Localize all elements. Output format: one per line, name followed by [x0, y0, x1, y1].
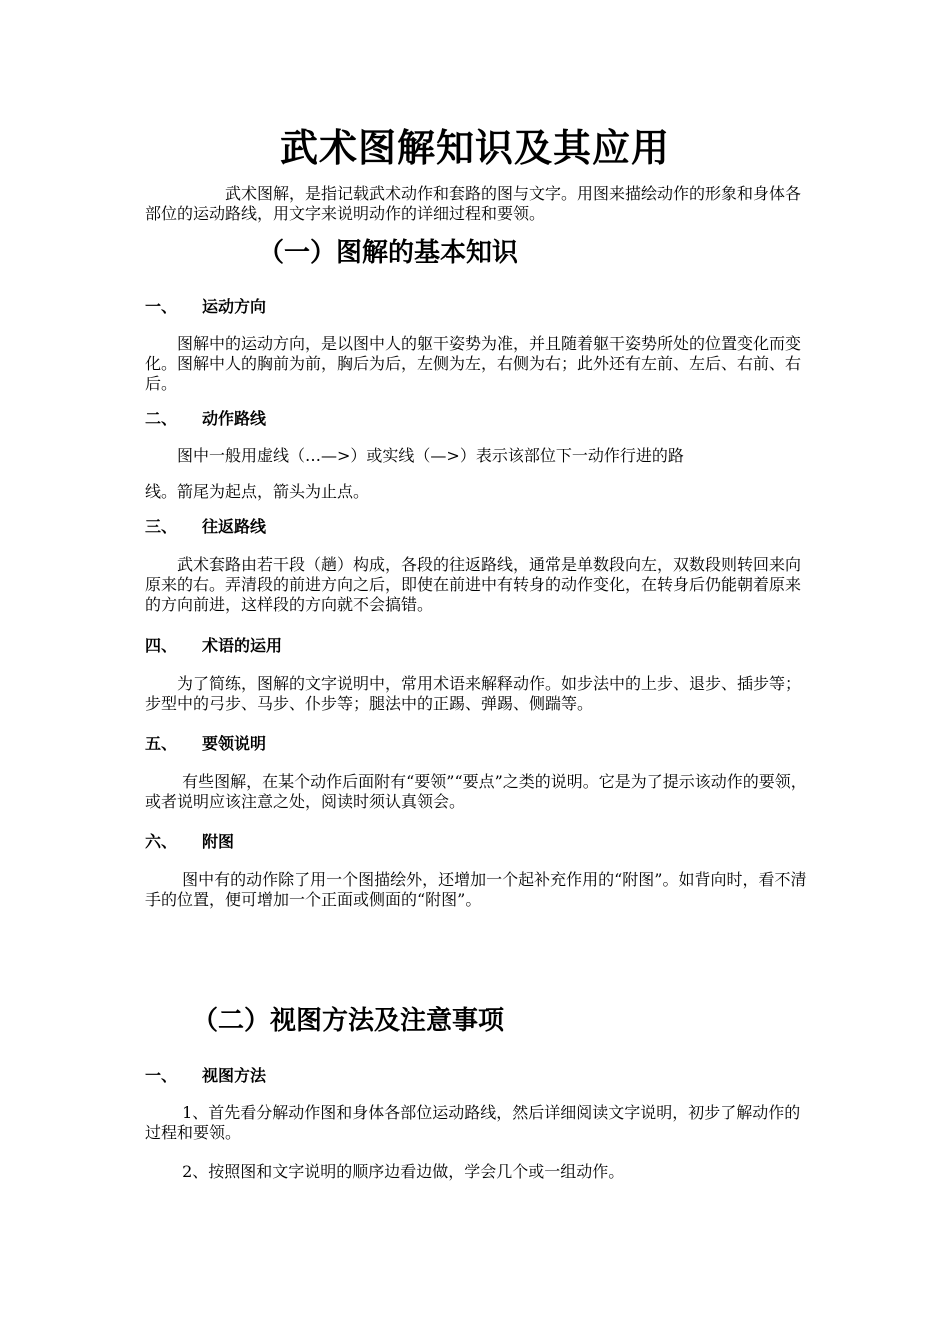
- subheading-motion-direction: [145, 296, 266, 318]
- subheading-supplementary-figure: [145, 831, 234, 853]
- subheading-number: 三、: [145, 517, 178, 536]
- subheading-key-points: [145, 733, 266, 755]
- subheading-label: 动作路线: [202, 409, 267, 428]
- paragraph-motion-path-line2: 线。箭尾为起点，箭头为止点。: [145, 482, 370, 501]
- intro-paragraph: 武术图解，是指记载武术动作和套路的图与文字。用图来描绘动作的形象和身体各部位的运动路线，用文字来说明动作的详细过程和要领。: [145, 184, 802, 223]
- subheading-terminology: [145, 635, 282, 657]
- paragraph-supplementary-figure: 图中有的动作除了用一个图描绘外，还增加一个起补充作用的“附图”。如背向时，看不清手的位置，便可增加一个正面或侧面的“附图”。: [145, 870, 807, 909]
- subheading-number: 一、: [145, 1066, 178, 1085]
- subheading-label: 附图: [202, 832, 235, 851]
- subheading-number: 四、: [145, 636, 178, 655]
- paragraph-step-1: 1、首先看分解动作图和身体各部位运动路线，然后详细阅读文字说明，初步了解动作的过程和要领。: [145, 1103, 801, 1142]
- paragraph-motion-path-line1: 图中一般用虚线（…—>）或实线（—>）表示该部位下一动作行进的路: [145, 446, 684, 465]
- subheading-number: 五、: [145, 734, 178, 753]
- paragraph-key-points: 有些图解，在某个动作后面附有“要领”“要点”之类的说明。它是为了提示该动作的要领，或者说明应该注意之处，阅读时须认真领会。: [145, 772, 807, 811]
- subheading-number: 六、: [145, 832, 178, 851]
- paragraph-step-2: 2、按照图和文字说明的顺序边看边做，学会几个或一组动作。: [145, 1162, 625, 1181]
- section-2-title: （二）视图方法及注意事项: [192, 1006, 505, 1036]
- subheading-label: 要领说明: [202, 734, 267, 753]
- subheading-return-route: [145, 516, 266, 538]
- paragraph-terminology: 为了简练，图解的文字说明中，常用术语来解释动作。如步法中的上步、退步、插步等；步型中的弓步、马步、仆步等；腿法中的正踢、弹踢、侧踹等。: [145, 674, 802, 713]
- subheading-motion-path: [145, 408, 266, 430]
- subheading-number: 二、: [145, 409, 178, 428]
- document-title: 武术图解知识及其应用: [279, 126, 670, 170]
- subheading-viewing-method: [145, 1065, 266, 1087]
- section-1-title: （一）图解的基本知识: [258, 238, 519, 268]
- subheading-number: 一、: [145, 297, 178, 316]
- paragraph-return-route: 武术套路由若干段（趟）构成，各段的往返路线，通常是单数段向左，双数段则转回来向原来的右。弄清段的前进方向之后，即使在前进中有转身的动作变化，在转身后仍能朝着原来的方向前进，这样段的方向就不会搞错。: [145, 555, 802, 614]
- subheading-label: 往返路线: [202, 517, 267, 536]
- paragraph-motion-direction: 图解中的运动方向，是以图中人的躯干姿势为准，并且随着躯干姿势所处的位置变化而变化。图解中人的胸前为前，胸后为后，左侧为左，右侧为右；此外还有左前、左后、右前、右后。: [145, 334, 802, 393]
- subheading-label: 视图方法: [202, 1066, 267, 1085]
- subheading-label: 运动方向: [202, 297, 267, 316]
- subheading-label: 术语的运用: [202, 636, 283, 655]
